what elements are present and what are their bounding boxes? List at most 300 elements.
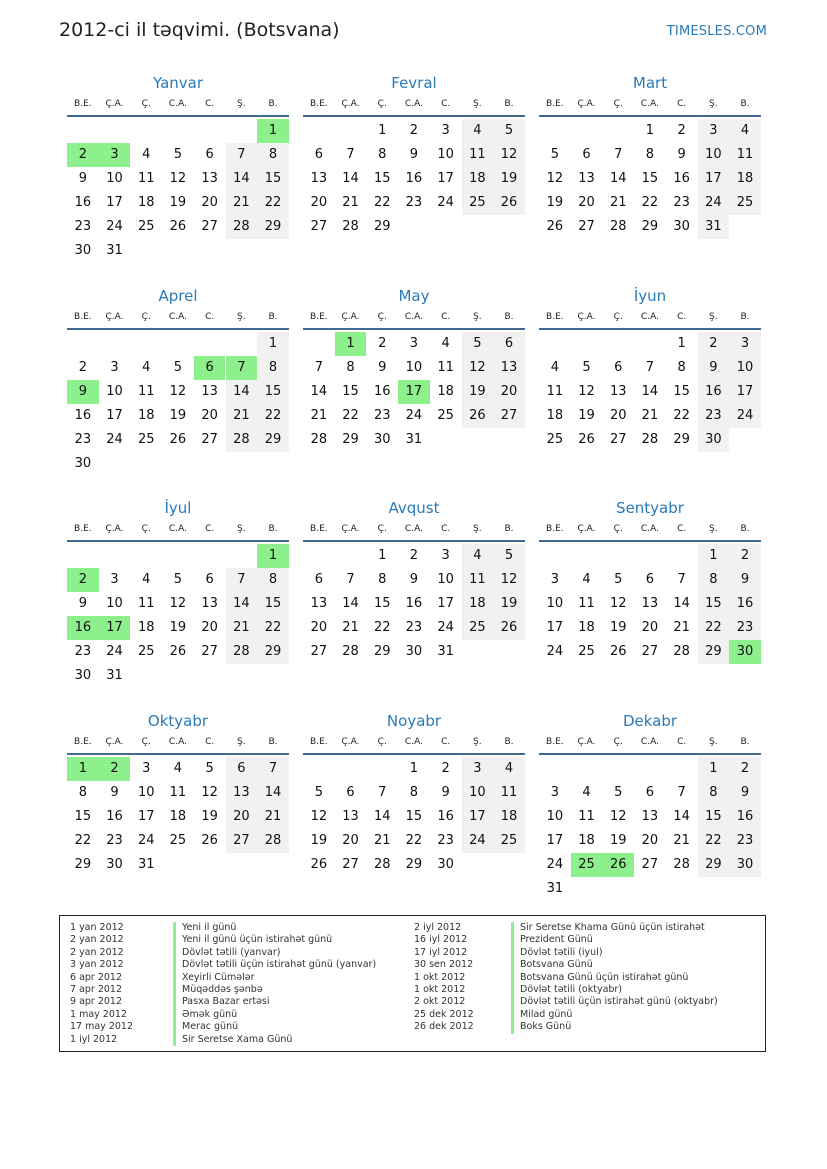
day-cell: 21 [673, 833, 690, 848]
day-cell: 21 [226, 191, 258, 215]
day-cell: 4 [142, 147, 151, 162]
day-cell: 20 [310, 620, 328, 635]
day-cell: 6 [314, 572, 323, 587]
day-cell: 12 [169, 596, 187, 611]
day-cell: 18 [437, 384, 454, 399]
day-cell: 4 [582, 572, 591, 587]
holiday-name: Yeni il günü [173, 922, 236, 934]
day-cell: 15 [698, 592, 730, 616]
weekday-header: C.A. [168, 99, 187, 109]
month-name: Avqust [388, 499, 440, 517]
day-cell: 21 [373, 833, 391, 848]
day-cell: 13 [310, 171, 328, 186]
day-cell: 5 [614, 785, 623, 800]
holiday-day-cell: 30 [729, 640, 761, 664]
day-cell: 23 [405, 195, 423, 210]
weekday-header: C. [677, 737, 687, 747]
day-cell: 13 [641, 809, 659, 824]
day-cell: 7 [257, 757, 289, 781]
weekday-header: B.E. [74, 312, 92, 322]
weekday-header: B.E. [546, 99, 564, 109]
weekday-header: C.A. [640, 524, 659, 534]
day-cell: 27 [641, 857, 659, 872]
day-cell: 6 [226, 757, 258, 781]
day-cell: 21 [310, 408, 328, 423]
day-cell: 17 [729, 380, 761, 404]
weekday-header: B.E. [546, 737, 564, 747]
day-cell: 15 [405, 809, 423, 824]
day-cell: 30 [673, 219, 690, 234]
day-cell: 5 [493, 119, 525, 143]
weekday-header: C. [205, 99, 215, 109]
day-cell: 23 [437, 833, 454, 848]
day-cell: 27 [641, 644, 659, 659]
month-name: İyun [633, 287, 667, 305]
day-cell: 28 [310, 432, 328, 447]
header-divider [67, 328, 289, 330]
day-cell: 1 [698, 757, 730, 781]
month-noyabr [303, 711, 525, 931]
day-cell: 30 [106, 857, 123, 872]
day-cell: 22 [257, 616, 289, 640]
holiday-date: 2 iyl 2012 [414, 922, 462, 933]
holiday-day-cell: 1 [67, 757, 99, 781]
day-cell: 16 [106, 809, 123, 824]
day-cell: 12 [546, 171, 564, 186]
holiday-date: 1 okt 2012 [414, 971, 466, 983]
weekday-header: C.A. [640, 312, 659, 322]
day-cell: 12 [493, 568, 525, 592]
header-divider [303, 753, 525, 755]
day-cell: 24 [137, 833, 155, 848]
day-cell: 16 [405, 171, 423, 186]
holiday-day-cell: 1 [335, 332, 367, 356]
day-cell: 3 [462, 757, 494, 781]
holiday-day-cell: 1 [257, 119, 289, 143]
day-cell: 6 [346, 785, 355, 800]
day-cell: 25 [462, 616, 494, 640]
day-cell: 6 [205, 147, 214, 162]
day-cell: 16 [437, 809, 454, 824]
holiday-name: Dövlət tətili (oktyabr) [511, 984, 622, 996]
weekday-header: C.A. [640, 99, 659, 109]
weekday-header: C.A. [640, 737, 659, 747]
day-cell: 6 [614, 360, 623, 375]
weekday-header: C.A. [404, 737, 423, 747]
day-cell: 18 [729, 167, 761, 191]
day-cell: 10 [437, 147, 454, 162]
holiday-name: Pasxa Bazar ertəsi [173, 996, 270, 1008]
day-cell: 20 [609, 408, 627, 423]
day-cell: 2 [698, 332, 730, 356]
day-cell: 5 [314, 785, 323, 800]
holiday-date: 1 iyl 2012 [70, 1033, 118, 1045]
day-cell: 18 [137, 620, 155, 635]
weekday-header: B. [740, 737, 750, 747]
holiday-day-cell: 6 [194, 356, 226, 380]
day-cell: 7 [378, 785, 387, 800]
day-cell: 4 [173, 761, 183, 776]
day-cell: 29 [373, 219, 391, 234]
day-cell: 30 [74, 456, 92, 471]
weekday-header: B.E. [74, 99, 92, 109]
weekday-header: B. [504, 524, 514, 534]
weekday-header: Ş. [709, 312, 718, 322]
day-cell: 22 [257, 191, 289, 215]
holiday-name: Sir Seretse Xama Günü [173, 1034, 292, 1046]
day-cell: 16 [729, 592, 761, 616]
day-cell: 3 [698, 119, 730, 143]
day-cell: 31 [106, 668, 123, 683]
holiday-name: Sir Seretse Khama Günü üçün istirahət [511, 922, 705, 934]
weekday-header: B. [740, 312, 750, 322]
day-cell: 17 [546, 620, 564, 635]
day-cell: 5 [173, 360, 183, 375]
header-divider [67, 115, 289, 117]
day-cell: 11 [462, 568, 494, 592]
weekday-header: Ç. [141, 99, 151, 109]
day-cell: 26 [169, 432, 187, 447]
day-cell: 25 [169, 833, 187, 848]
weekday-header: Ç.A. [105, 524, 124, 534]
holiday-day-cell: 26 [602, 853, 634, 877]
weekday-header: Ç. [377, 737, 387, 747]
day-cell: 13 [310, 596, 328, 611]
weekday-header: B. [740, 99, 750, 109]
day-cell: 18 [578, 833, 595, 848]
holiday-date: 17 iyl 2012 [414, 946, 468, 958]
weekday-header: Ş. [237, 99, 246, 109]
day-cell: 4 [729, 119, 761, 143]
weekday-header: B. [268, 312, 278, 322]
day-cell: 25 [137, 432, 155, 447]
day-cell: 9 [698, 356, 730, 380]
header-divider [539, 540, 761, 542]
weekday-header: Ç. [377, 312, 387, 322]
day-cell: 21 [226, 616, 258, 640]
day-cell: 18 [462, 592, 494, 616]
holiday-name: Dövlət tətili üçün istirahət günü (oktyabr) [511, 996, 718, 1008]
day-cell: 3 [729, 332, 761, 356]
day-cell: 30 [373, 432, 391, 447]
day-cell: 5 [582, 360, 591, 375]
day-cell: 23 [729, 829, 761, 853]
weekday-header: Ş. [473, 737, 482, 747]
day-cell: 17 [106, 408, 123, 423]
day-cell: 17 [462, 805, 494, 829]
day-cell: 2 [441, 761, 450, 776]
day-cell: 24 [698, 191, 730, 215]
day-cell: 26 [493, 616, 525, 640]
header-divider [539, 328, 761, 330]
day-cell: 21 [342, 620, 359, 635]
holiday-name: Yeni il günü üçün istirahət günü [173, 934, 332, 946]
holiday-name: Botsvana Günü üçün istirahət günü [511, 972, 688, 984]
day-cell: 20 [641, 620, 659, 635]
month-name: Dekabr [622, 712, 678, 730]
day-cell: 8 [645, 147, 655, 162]
holiday-date: 16 iyl 2012 [414, 934, 468, 946]
weekday-header: Ç.A. [341, 524, 360, 534]
day-cell: 20 [226, 805, 258, 829]
day-cell: 9 [110, 785, 119, 800]
day-cell: 1 [257, 332, 289, 356]
day-cell: 1 [378, 123, 387, 138]
day-cell: 14 [673, 809, 690, 824]
holiday-name: Müqəddəs şənbə [173, 984, 263, 996]
holiday-day-cell: 7 [226, 356, 258, 380]
day-cell: 24 [106, 644, 123, 659]
day-cell: 8 [257, 143, 289, 167]
day-cell: 19 [462, 380, 494, 404]
day-cell: 9 [677, 147, 686, 162]
holiday-date: 2 okt 2012 [414, 996, 466, 1008]
day-cell: 28 [226, 428, 258, 452]
weekday-header: C. [205, 312, 215, 322]
day-cell: 17 [437, 596, 454, 611]
day-cell: 31 [437, 644, 454, 659]
day-cell: 17 [137, 809, 155, 824]
day-cell: 2 [677, 123, 686, 138]
day-cell: 9 [378, 360, 387, 375]
weekday-header: Ş. [709, 524, 718, 534]
holiday-day-cell: 3 [99, 143, 131, 167]
day-cell: 21 [641, 408, 659, 423]
day-cell: 17 [106, 195, 123, 210]
day-cell: 6 [493, 332, 525, 356]
day-cell: 28 [226, 215, 258, 239]
weekday-header: C. [441, 312, 451, 322]
day-cell: 14 [373, 809, 391, 824]
holiday-date: 2 yan 2012 [70, 934, 124, 946]
day-cell: 9 [729, 568, 761, 592]
day-cell: 1 [645, 123, 655, 138]
weekday-header: C.A. [168, 312, 187, 322]
day-cell: 10 [698, 143, 730, 167]
day-cell: 24 [462, 829, 494, 853]
weekday-header: C. [677, 312, 687, 322]
day-cell: 16 [373, 384, 391, 399]
day-cell: 24 [546, 644, 564, 659]
day-cell: 10 [729, 356, 761, 380]
header-divider [303, 540, 525, 542]
day-cell: 29 [698, 640, 730, 664]
day-cell: 23 [74, 432, 92, 447]
day-cell: 12 [201, 785, 218, 800]
day-cell: 29 [698, 853, 730, 877]
day-cell: 6 [582, 147, 591, 162]
day-cell: 22 [698, 616, 730, 640]
day-cell: 13 [226, 781, 258, 805]
day-cell: 11 [462, 143, 494, 167]
day-cell: 23 [373, 408, 391, 423]
day-cell: 18 [578, 620, 595, 635]
weekday-header: Ç.A. [105, 312, 124, 322]
day-cell: 29 [373, 644, 391, 659]
day-cell: 7 [346, 147, 355, 162]
day-cell: 7 [677, 785, 686, 800]
month-i̇yun [539, 286, 761, 506]
day-cell: 3 [409, 336, 419, 351]
weekday-header: Ş. [709, 99, 718, 109]
day-cell: 27 [310, 644, 328, 659]
day-cell: 24 [106, 219, 123, 234]
weekday-header: C. [205, 524, 215, 534]
day-cell: 14 [342, 171, 359, 186]
day-cell: 26 [169, 219, 187, 234]
day-cell: 12 [310, 809, 328, 824]
day-cell: 22 [257, 404, 289, 428]
day-cell: 22 [74, 833, 92, 848]
day-cell: 13 [201, 596, 218, 611]
day-cell: 24 [106, 432, 123, 447]
day-cell: 26 [462, 404, 494, 428]
month-name: Noyabr [386, 712, 442, 730]
day-cell: 8 [257, 356, 289, 380]
day-cell: 15 [373, 171, 391, 186]
header-divider [303, 328, 525, 330]
day-cell: 3 [550, 785, 559, 800]
day-cell: 4 [493, 757, 525, 781]
holiday-date: 30 sen 2012 [414, 959, 474, 971]
day-cell: 3 [110, 360, 119, 375]
holiday-date: 1 yan 2012 [70, 922, 124, 933]
holiday-name: Botsvana Günü [511, 959, 593, 971]
day-cell: 22 [405, 833, 423, 848]
day-cell: 30 [74, 668, 92, 683]
day-cell: 25 [729, 191, 761, 215]
day-cell: 28 [609, 219, 627, 234]
day-cell: 1 [409, 761, 419, 776]
holiday-date: 9 apr 2012 [70, 996, 123, 1008]
day-cell: 20 [201, 408, 218, 423]
weekday-header: B.E. [546, 524, 564, 534]
weekday-header: Ç. [613, 312, 623, 322]
day-cell: 10 [106, 171, 123, 186]
day-cell: 26 [546, 219, 564, 234]
weekday-header: Ç. [377, 99, 387, 109]
day-cell: 12 [169, 171, 187, 186]
weekday-header: Ç. [613, 99, 623, 109]
day-cell: 7 [645, 360, 655, 375]
day-cell: 12 [462, 356, 494, 380]
day-cell: 13 [641, 596, 659, 611]
day-cell: 22 [342, 408, 359, 423]
day-cell: 28 [373, 857, 391, 872]
weekday-header: B. [504, 99, 514, 109]
weekday-header: Ç. [141, 737, 151, 747]
month-name: Fevral [391, 74, 437, 92]
holiday-name: Dövlət tətili (iyul) [511, 947, 603, 959]
day-cell: 3 [441, 548, 450, 563]
day-cell: 3 [142, 761, 151, 776]
day-cell: 15 [373, 596, 391, 611]
day-cell: 2 [729, 544, 761, 568]
day-cell: 5 [550, 147, 559, 162]
day-cell: 22 [373, 195, 391, 210]
weekday-header: B. [740, 524, 750, 534]
weekday-header: Ç.A. [105, 737, 124, 747]
day-cell: 20 [310, 195, 328, 210]
day-cell: 8 [78, 785, 87, 800]
day-cell: 29 [641, 219, 659, 234]
day-cell: 3 [550, 572, 559, 587]
holiday-date: 6 apr 2012 [70, 971, 123, 983]
day-cell: 28 [342, 644, 359, 659]
day-cell: 26 [169, 644, 187, 659]
day-cell: 18 [462, 167, 494, 191]
day-cell: 25 [462, 191, 494, 215]
day-cell: 19 [493, 592, 525, 616]
day-cell: 21 [226, 404, 258, 428]
day-cell: 10 [137, 785, 155, 800]
day-cell: 17 [437, 171, 454, 186]
day-cell: 25 [578, 644, 595, 659]
day-cell: 10 [437, 572, 454, 587]
day-cell: 8 [409, 785, 419, 800]
day-cell: 28 [673, 857, 690, 872]
weekday-header: B. [504, 737, 514, 747]
weekday-header: B.E. [310, 99, 328, 109]
month-fevral [303, 73, 525, 293]
day-cell: 4 [462, 119, 494, 143]
day-cell: 4 [142, 572, 151, 587]
day-cell: 10 [106, 384, 123, 399]
weekday-header: C. [441, 524, 451, 534]
day-cell: 29 [342, 432, 359, 447]
day-cell: 11 [137, 596, 155, 611]
holiday-name: Merac günü [173, 1021, 238, 1033]
day-cell: 14 [310, 384, 328, 399]
holiday-name: Boks Günü [511, 1021, 571, 1033]
day-cell: 9 [78, 596, 87, 611]
day-cell: 4 [441, 336, 450, 351]
day-cell: 19 [169, 620, 187, 635]
day-cell: 19 [578, 408, 595, 423]
holiday-name: Xeyirli Cümələr [173, 972, 255, 984]
day-cell: 14 [641, 384, 659, 399]
day-cell: 28 [226, 640, 258, 664]
day-cell: 12 [493, 143, 525, 167]
day-cell: 19 [169, 408, 187, 423]
site-link[interactable]: TIMESLES.COM [666, 24, 767, 39]
day-cell: 19 [169, 195, 187, 210]
day-cell: 8 [257, 568, 289, 592]
day-cell: 14 [342, 596, 359, 611]
holiday-name: Dövlət tətili üçün istirahət günü (yanvar) [173, 959, 376, 971]
day-cell: 31 [546, 881, 564, 896]
weekday-header: Ç.A. [105, 99, 124, 109]
holiday-date: 3 yan 2012 [70, 959, 124, 971]
holiday-day-cell: 2 [67, 568, 99, 592]
day-cell: 10 [546, 809, 564, 824]
holiday-day-cell: 17 [99, 616, 131, 640]
day-cell: 7 [614, 147, 623, 162]
day-cell: 20 [201, 620, 218, 635]
day-cell: 31 [698, 215, 730, 239]
holiday-day-cell: 9 [67, 380, 99, 404]
day-cell: 8 [677, 360, 686, 375]
weekday-header: Ç. [141, 312, 151, 322]
day-cell: 5 [173, 572, 183, 587]
weekday-header: C.A. [168, 524, 187, 534]
weekday-header: Ş. [473, 524, 482, 534]
day-cell: 15 [74, 809, 92, 824]
day-cell: 18 [137, 195, 155, 210]
holiday-date: 1 may 2012 [70, 1008, 127, 1020]
day-cell: 25 [137, 644, 155, 659]
day-cell: 24 [546, 857, 564, 872]
